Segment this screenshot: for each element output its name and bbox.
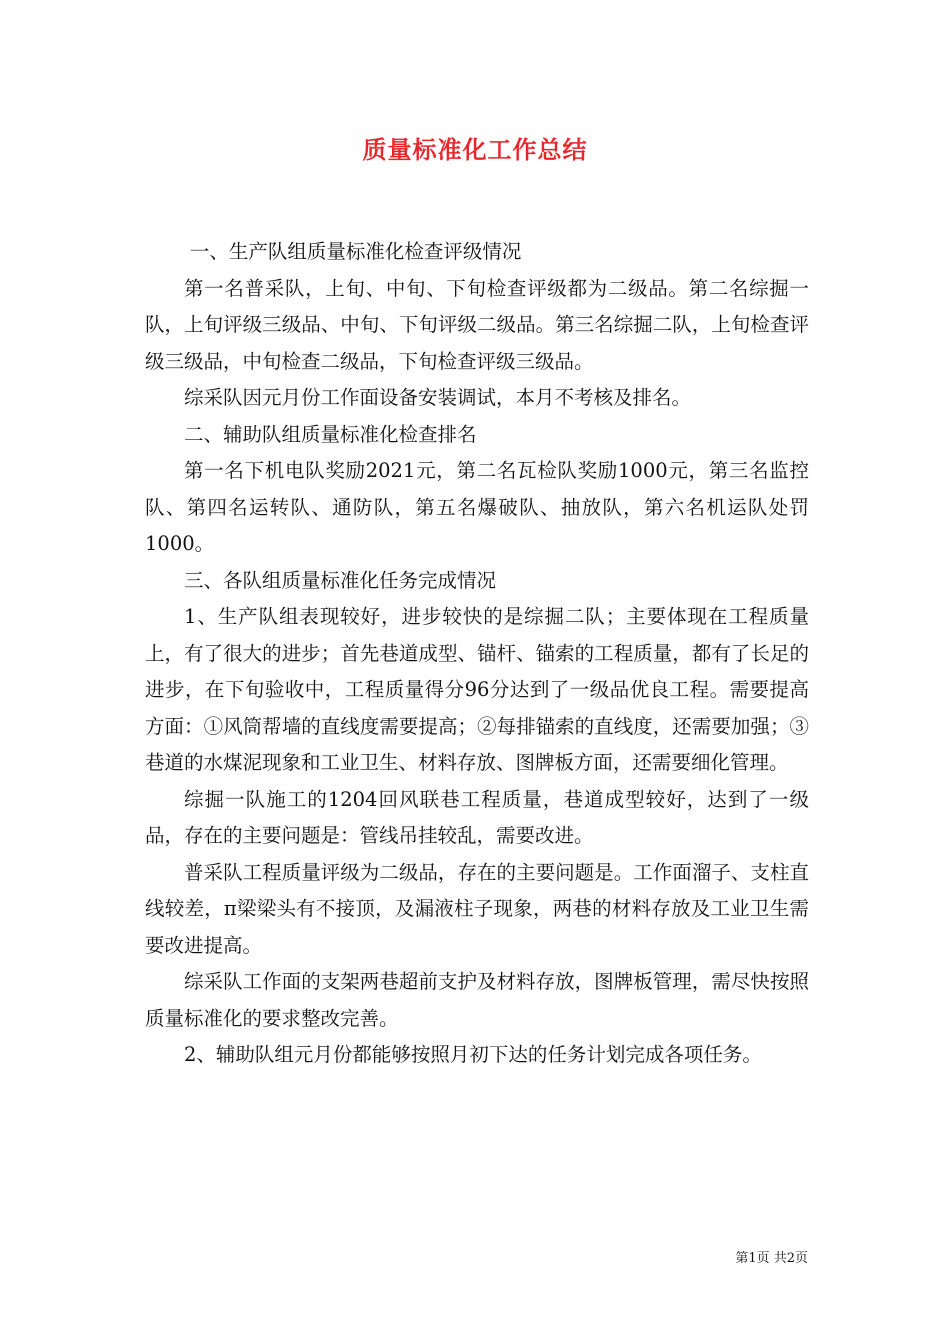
document-body (145, 234, 809, 1074)
section-heading-3: 三、各队组质量标准化任务完成情况 (184, 568, 497, 592)
document-title: 质量标准化工作总结 (362, 136, 588, 164)
paragraph: 综采队工作面的支架两巷超前支护及材料存放，图牌板管理，需尽快按照质量标准化的要求整改完善。 (145, 970, 809, 1030)
paragraph: 1、生产队组表现较好，进步较快的是综掘二队；主要体现在工程质量上，有了很大的进步；首先巷道成型、锚杆、锚索的工程质量，都有了长足的进步，在下旬验收中，工程质量得分96分达到了一级品优良工程。需要提高方面：①风筒帮墙的直线度需要提高；②每排锚索的直线度，还需要加强；③巷道的水煤泥现象和工业卫生、材料存放、图牌板方面，还需要细化管理。 (145, 605, 809, 774)
paragraph: 2、辅助队组元月份都能够按照月初下达的任务计划完成各项任务。 (184, 1043, 762, 1066)
section-heading-2: 二、辅助队组质量标准化检查排名 (184, 422, 477, 446)
paragraph: 综掘一队施工的1204回风联巷工程质量，巷道成型较好，达到了一级品，存在的主要问题是：管线吊挂较乱，需要改进。 (145, 787, 809, 847)
section-heading-1: 一、生产队组质量标准化检查评级情况 (189, 240, 522, 263)
paragraph: 综采队因元月份工作面设备安装调试，本月不考核及排名。 (184, 386, 692, 409)
page-number: 第1页 共2页 (735, 1251, 808, 1266)
paragraph: 普采队工程质量评级为二级品，存在的主要问题是。工作面溜子、支柱直线较差，π梁梁头有不接顶，及漏液柱子现象，两巷的材料存放及工业卫生需要改进提高。 (145, 860, 809, 957)
paragraph: 第一名普采队，上旬、中旬、下旬检查评级都为二级品。第二名综掘一队，上旬评级三级品、中旬、下旬评级二级品。第三名综掘二队，上旬检查评级三级品，中旬检查二级品，下旬检查评级三级品。 (145, 276, 809, 373)
paragraph: 第一名下机电队奖励2021元，第二名瓦检队奖励1000元，第三名监控队、第四名运转队、通防队，第五名爆破队、抽放队，第六名机运队处罚1000。 (145, 459, 809, 555)
